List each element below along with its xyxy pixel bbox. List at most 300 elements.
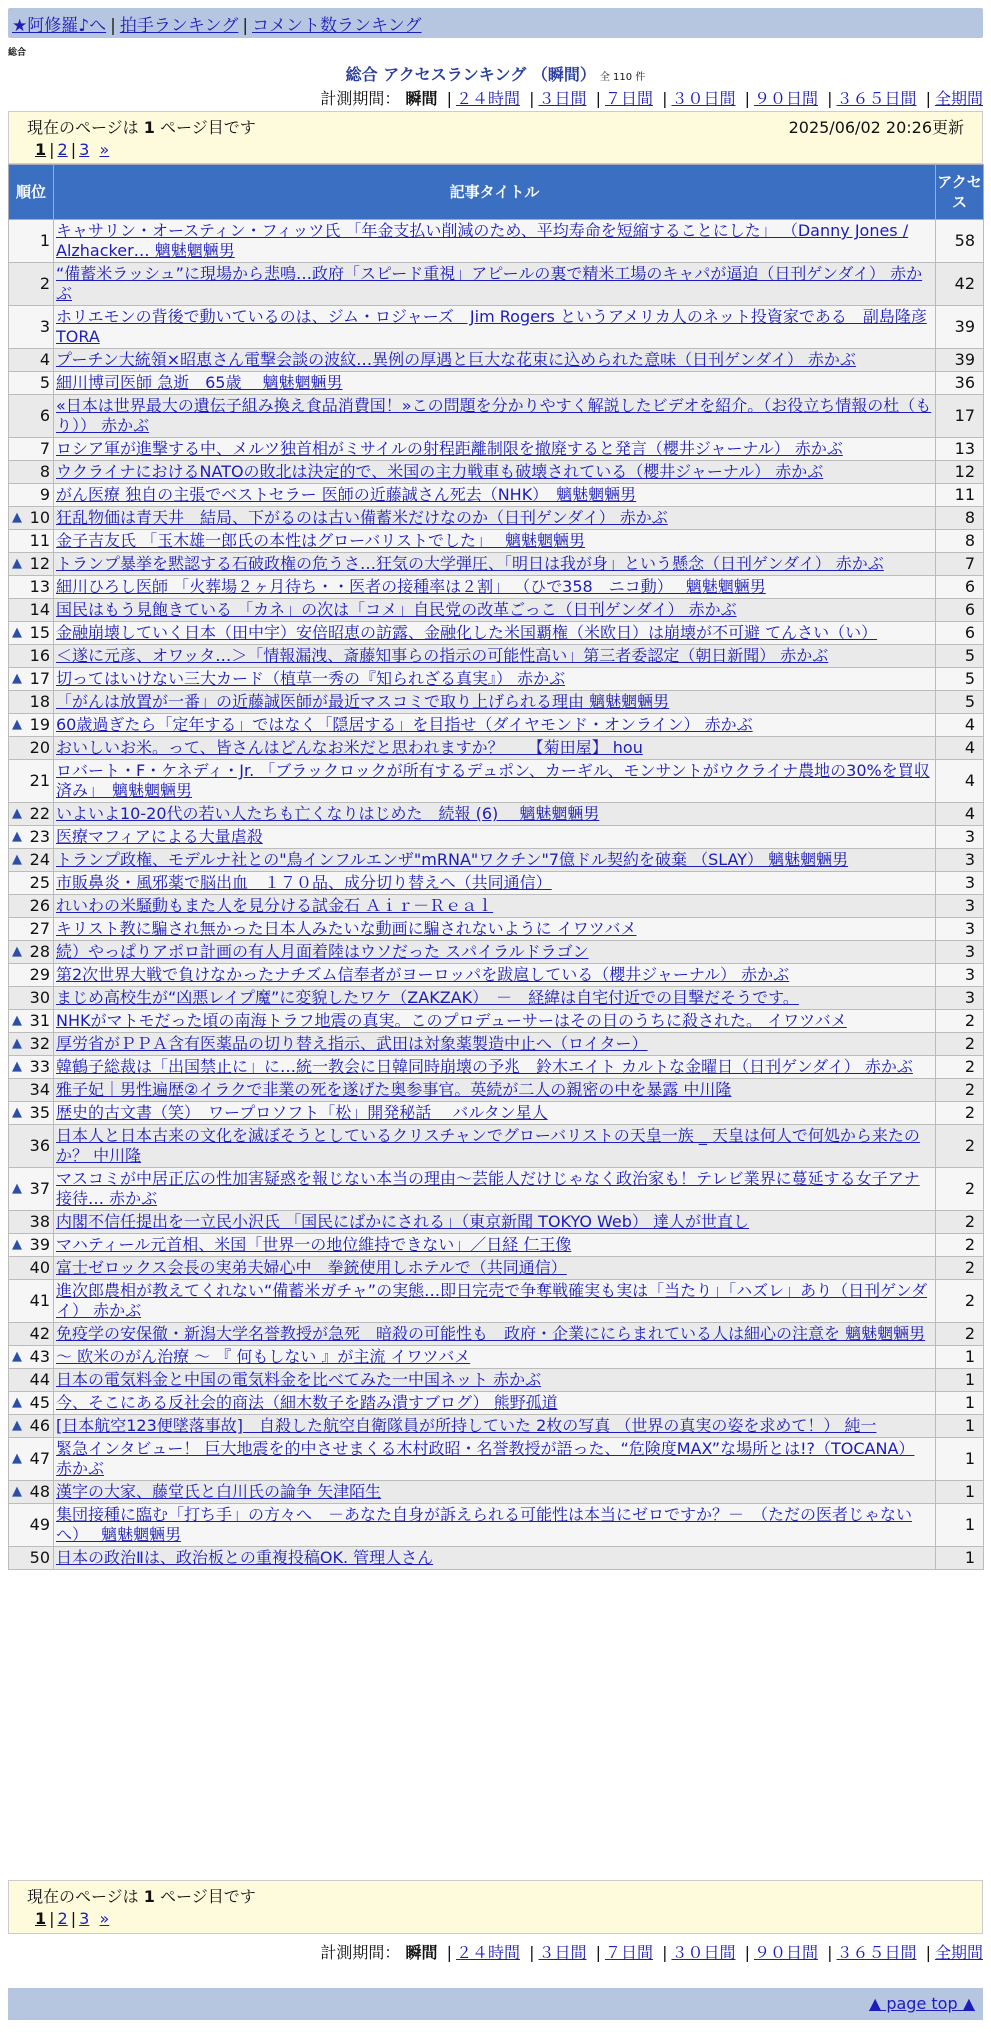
rank-up-arrow-icon: ▲ (12, 556, 22, 571)
access-count: 2 (936, 1033, 984, 1056)
title-cell (54, 1056, 936, 1079)
rank-number: 30 (29, 988, 50, 1007)
rank-cell (9, 1547, 54, 1570)
rank-cell (9, 461, 54, 484)
access-count: 2 (936, 1125, 984, 1168)
rank-number: 31 (29, 1011, 50, 1030)
article-link[interactable]: 細川博司医師 急逝 65歳 魑魅魍魎男 (56, 373, 343, 392)
table-row (9, 1438, 984, 1481)
access-count: 2 (936, 1102, 984, 1125)
rank-cell (9, 1234, 54, 1257)
access-count: 5 (936, 645, 984, 668)
access-count: 2 (936, 1323, 984, 1346)
rank-cell (9, 306, 54, 349)
access-count: 2 (936, 1168, 984, 1211)
title-cell (54, 1504, 936, 1547)
rank-cell (9, 1257, 54, 1280)
rank-number: 12 (29, 554, 50, 573)
table-row (9, 1504, 984, 1547)
table-row (9, 691, 984, 714)
rank-number: 3 (39, 317, 50, 336)
article-link[interactable]: 免疫学の安保徹・新潟大学名誉教授が急死 暗殺の可能性も 政府・企業ににらまれている人は細心の注意を 魑魅魍魎男 (56, 1324, 926, 1343)
period-24h-link-bottom[interactable]: ２４時間 (455, 1943, 520, 1962)
rank-up-arrow-icon: ▲ (12, 510, 22, 525)
access-count: 1 (936, 1504, 984, 1547)
table-row (9, 1415, 984, 1438)
rank-cell (9, 1102, 54, 1125)
title-cell (54, 760, 936, 803)
period-365d-link[interactable]: ３６５日間 (836, 89, 917, 108)
article-link[interactable]: NHKがマトモだった頃の南海トラフ地震の真実。このプロデューサーはその日のうちに殺された。 イワツバメ (56, 1011, 847, 1030)
access-count: 3 (936, 918, 984, 941)
rank-cell (9, 438, 54, 461)
title-cell (54, 872, 936, 895)
rank-number: 24 (29, 850, 50, 869)
rank-number: 16 (29, 646, 50, 665)
rank-number: 13 (29, 577, 50, 596)
title-header: 記事タイトル (54, 165, 936, 220)
title-cell (54, 1323, 936, 1346)
rank-number: 1 (39, 231, 50, 250)
article-link[interactable]: 緊急インタビュー！ 巨大地震を的中させまくる木村政昭・名誉教授が語った、“危険度MAX”な場所とは!?（TOCANA） 赤かぶ (56, 1439, 915, 1478)
access-count: 39 (936, 349, 984, 372)
article-link[interactable]: [日本航空123便墜落事故] 自殺した航空自衛隊員が所持していた 2枚の写真 （世界の真実の姿を求めて！） 純一 (56, 1416, 877, 1435)
table-row (9, 964, 984, 987)
table-row (9, 803, 984, 826)
title-cell (54, 263, 936, 306)
access-count: 58 (936, 220, 984, 263)
rank-up-arrow-icon: ▲ (12, 1418, 22, 1433)
access-count: 2 (936, 1056, 984, 1079)
period-current-bottom: 瞬間 (405, 1943, 438, 1962)
article-link[interactable]: 「がんは放置が一番」の近藤誠医師が最近マスコミで取り上げられる理由 魑魅魍魎男 (56, 692, 670, 711)
title-cell (54, 1392, 936, 1415)
period-7d-link[interactable]: ７日間 (604, 89, 653, 108)
article-link[interactable]: 医療マフィアによる大量虐殺 (56, 827, 263, 846)
rank-cell (9, 576, 54, 599)
rank-number: 34 (29, 1080, 50, 1099)
article-link[interactable]: トランプ暴挙を黙認する石破政権の危うさ…狂気の大学弾圧、「明日は我が身」という懸念（日刊ゲンダイ） 赤かぶ (56, 554, 884, 573)
access-count: 39 (936, 306, 984, 349)
access-count: 3 (936, 895, 984, 918)
access-count: 5 (936, 691, 984, 714)
rank-number: 35 (29, 1103, 50, 1122)
rank-up-arrow-icon: ▲ (12, 1451, 22, 1466)
page-3-link[interactable]: 3 (79, 140, 90, 159)
category-label: 総合 (8, 48, 27, 58)
article-link[interactable]: ウクライナにおけるNATOの敗北は決定的で、米国の主力戦車も破壊されている（櫻井ジャーナル） 赤かぶ (56, 462, 824, 481)
article-link[interactable]: 韓鶴子総裁は「出国禁止に」に…統一教会に日韓同時崩壊の予兆 鈴木エイト カルトな金曜日（日刊ゲンダイ） 赤かぶ (56, 1057, 913, 1076)
rank-up-arrow-icon: ▲ (12, 852, 22, 867)
title-cell (54, 576, 936, 599)
rank-up-arrow-icon: ▲ (12, 1181, 22, 1196)
rank-number: 4 (39, 350, 50, 369)
article-link[interactable]: 狂乱物価は青天井 結局、下がるのは古い備蓄米だけなのか（日刊ゲンダイ） 赤かぶ (56, 508, 668, 527)
table-row (9, 395, 984, 438)
rank-number: 17 (29, 669, 50, 688)
article-link[interactable]: 内閣不信任提出を一立民小沢氏 「国民にばかにされる」（東京新聞 TOKYO Web） 達人が世直し (56, 1212, 750, 1231)
rank-cell (9, 1392, 54, 1415)
rank-cell (9, 737, 54, 760)
period-current: 瞬間 (405, 89, 438, 108)
article-link[interactable]: 今、そこにある反社会的商法（細木数子を踏み潰すブログ） 熊野孤道 (56, 1393, 558, 1412)
rank-cell (9, 691, 54, 714)
access-count: 4 (936, 760, 984, 803)
access-count: 4 (936, 737, 984, 760)
table-row (9, 1168, 984, 1211)
rank-up-arrow-icon: ▲ (12, 944, 22, 959)
access-count: 3 (936, 826, 984, 849)
table-row (9, 306, 984, 349)
access-count: 1 (936, 1346, 984, 1369)
title-cell (54, 1102, 936, 1125)
table-row (9, 1323, 984, 1346)
article-link[interactable]: まじめ高校生が“凶悪レイプ魔”に変貌したワケ（ZAKZAK） － 経緯は自宅付近での目撃だそうです。 (56, 988, 799, 1007)
article-link[interactable]: 〜 欧米のがん治療 〜 『 何もしない 』が主流 イワツバメ (56, 1347, 471, 1366)
table-row (9, 461, 984, 484)
article-link[interactable]: ＜遂に元彦、オワッタ…＞「情報漏洩、斎藤知事らの指示の可能性高い」第三者委認定（朝日新聞） 赤かぶ (56, 646, 829, 665)
rank-number: 42 (29, 1324, 50, 1343)
rank-up-arrow-icon: ▲ (12, 717, 22, 732)
access-count: 3 (936, 872, 984, 895)
article-link[interactable]: ロシア軍が進撃する中、メルツ独首相がミサイルの射程距離制限を撤廃すると発言（櫻井ジャーナル） 赤かぶ (56, 439, 843, 458)
pager-bottom (8, 1880, 983, 1934)
rank-cell (9, 872, 54, 895)
table-row (9, 737, 984, 760)
article-link[interactable]: 日本の電気料金と中国の電気料金を比べてみた一中国ネット 赤かぶ (56, 1370, 542, 1389)
period-3d-link[interactable]: ３日間 (538, 89, 587, 108)
rank-number: 18 (29, 692, 50, 711)
rank-number: 8 (39, 462, 50, 481)
title-cell (54, 645, 936, 668)
table-row (9, 622, 984, 645)
rank-cell (9, 941, 54, 964)
title-cell (54, 1010, 936, 1033)
rank-number: 26 (29, 896, 50, 915)
article-link[interactable]: 60歳過ぎたら「定年する」ではなく「隠居する」を目指せ（ダイヤモンド・オンライン） 赤かぶ (56, 715, 753, 734)
table-row (9, 849, 984, 872)
rank-up-arrow-icon: ▲ (12, 1036, 22, 1051)
period-7d-link-bottom[interactable]: ７日間 (604, 1943, 653, 1962)
rank-cell (9, 849, 54, 872)
table-row (9, 1369, 984, 1392)
title-cell (54, 964, 936, 987)
title-cell (54, 553, 936, 576)
pagination: 1 | 2 | 3 » (35, 140, 110, 159)
title-cell (54, 987, 936, 1010)
access-count: 8 (936, 507, 984, 530)
period-90d-link[interactable]: ９０日間 (753, 89, 818, 108)
title-cell (54, 668, 936, 691)
table-row (9, 645, 984, 668)
home-link[interactable]: ★阿修羅♪へ (12, 16, 107, 36)
rank-cell (9, 1056, 54, 1079)
rank-up-arrow-icon: ▲ (12, 625, 22, 640)
article-link[interactable]: ロバート・F・ケネディ・Jr. 「ブラックロックが所有するデュポン、カーギル、モンサントがウクライナ農地の30%を買収済み」 魑魅魍魎男 (56, 761, 930, 800)
table-row (9, 1211, 984, 1234)
rank-cell (9, 1438, 54, 1481)
table-row (9, 1125, 984, 1168)
rank-cell (9, 987, 54, 1010)
page-3-link-bottom[interactable]: 3 (79, 1909, 90, 1928)
table-row (9, 576, 984, 599)
title-cell (54, 1211, 936, 1234)
article-link[interactable]: 日本の政治Ⅱは、政治板との重複投稿OK. 管理人さん (56, 1548, 434, 1567)
page-2-link[interactable]: 2 (57, 140, 68, 159)
table-row (9, 263, 984, 306)
article-link[interactable]: キャサリン・オースティン・フィッツ氏 「年金支払い削減のため、平均寿命を短縮することにした」 （Danny Jones / Alzhacker… 魑魅魍魎男 (56, 221, 909, 260)
rank-up-arrow-icon: ▲ (12, 1059, 22, 1074)
rank-cell (9, 372, 54, 395)
title-cell (54, 438, 936, 461)
table-row (9, 760, 984, 803)
article-link[interactable]: いよいよ10-20代の若い人たちも亡くなりはじめた 続報 (6) 魑魅魍魎男 (56, 804, 600, 823)
access-count: 2 (936, 1010, 984, 1033)
rank-number: 21 (29, 771, 50, 790)
period-selector-bottom: 計測期間： 瞬間 | ２４時間 | ３日間 | ７日間 | ３０日間 | ９０日間 | ３６５日間 | 全期間 (320, 1943, 983, 1962)
rank-cell (9, 1280, 54, 1323)
next-page-link[interactable]: » (99, 140, 110, 159)
title-cell (54, 1438, 936, 1481)
rank-number: 41 (29, 1291, 50, 1310)
rank-cell (9, 484, 54, 507)
article-link[interactable]: 漢字の大家、藤堂氏と白川氏の論争 矢津陌生 (56, 1482, 382, 1501)
rank-cell (9, 1211, 54, 1234)
period-365d-link-bottom[interactable]: ３６５日間 (836, 1943, 917, 1962)
footer-bar (8, 1988, 983, 2020)
article-link[interactable]: 日本人と日本古来の文化を滅ぼそうとしているクリスチャンでグローバリストの天皇一族 _ 天皇は何人で何処から来たのか？ 中川隆 (56, 1126, 920, 1165)
rank-number: 9 (39, 485, 50, 504)
table-row (9, 349, 984, 372)
rank-up-arrow-icon: ▲ (12, 1484, 22, 1499)
rank-number: 50 (29, 1548, 50, 1567)
article-link[interactable]: 富士ゼロックス会長の実弟夫婦心中 拳銃使用しホテルで（共同通信） (56, 1258, 567, 1277)
title-cell (54, 803, 936, 826)
article-link[interactable]: 金子吉友氏 「玉木雄一郎氏の本性はグローバリストでした」 魑魅魍魎男 (56, 531, 586, 550)
article-link[interactable]: «日本は世界最大の遺伝子組み換え食品消費国！»この問題を分かりやすく解説したビデオを紹介。（お役立ち情報の杜（もり）） 赤かぶ (56, 396, 932, 435)
article-link[interactable]: 国民はもう見飽きている 「カネ」の次は「コメ」自民党の改革ごっこ（日刊ゲンダイ） 赤かぶ (56, 600, 737, 619)
page-top-link[interactable]: ▲ page top ▲ (868, 1994, 975, 2013)
rank-up-arrow-icon: ▲ (12, 1395, 22, 1410)
applause-ranking-link[interactable]: 拍手ランキング (119, 16, 239, 36)
title-cell (54, 1369, 936, 1392)
access-count: 7 (936, 553, 984, 576)
rank-up-arrow-icon: ▲ (12, 1237, 22, 1252)
article-link[interactable]: 市販鼻炎・風邪薬で脳出血 １７０品、成分切り替えへ（共同通信） (56, 873, 552, 892)
article-link[interactable]: 切ってはいけない三大カード（植草一秀の『知られざる真実』） 赤かぶ (56, 669, 566, 688)
title-cell (54, 1481, 936, 1504)
title-cell (54, 220, 936, 263)
access-count: 1 (936, 1392, 984, 1415)
rank-number: 22 (29, 804, 50, 823)
rank-number: 19 (29, 715, 50, 734)
table-row (9, 1010, 984, 1033)
rank-cell (9, 895, 54, 918)
table-row (9, 1257, 984, 1280)
table-row (9, 826, 984, 849)
period-all-link-bottom[interactable]: 全期間 (934, 1943, 983, 1962)
rank-cell (9, 1079, 54, 1102)
title-cell (54, 1168, 936, 1211)
title-cell (54, 895, 936, 918)
title-cell (54, 1125, 936, 1168)
rank-cell (9, 1504, 54, 1547)
article-link[interactable]: 集団接種に臨む「打ち手」の方々へ －あなた自身が訴えられる可能性は本当にゼロですか？－ （ただの医者じゃないへ） 魑魅魍魎男 (56, 1505, 913, 1544)
period-all-link[interactable]: 全期間 (934, 89, 983, 108)
rank-number: 14 (29, 600, 50, 619)
rank-number: 10 (29, 508, 50, 527)
access-count: 13 (936, 438, 984, 461)
rank-cell (9, 645, 54, 668)
table-row (9, 553, 984, 576)
rank-cell (9, 553, 54, 576)
table-row (9, 918, 984, 941)
rank-number: 48 (29, 1482, 50, 1501)
rank-number: 44 (29, 1370, 50, 1389)
article-link[interactable]: マハティール元首相、米国「世界一の地位維持できない」／日経 仁王像 (56, 1235, 572, 1254)
table-row (9, 1079, 984, 1102)
access-count: 1 (936, 1481, 984, 1504)
rank-number: 37 (29, 1179, 50, 1198)
rank-up-arrow-icon: ▲ (12, 1013, 22, 1028)
article-link[interactable]: がん医療 独自の主張でベストセラー 医師の近藤誠さん死去（NHK） 魑魅魍魎男 (56, 485, 637, 504)
rank-cell (9, 803, 54, 826)
rank-cell (9, 1033, 54, 1056)
comment-ranking-link[interactable]: コメント数ランキング (252, 16, 422, 36)
rank-number: 28 (29, 942, 50, 961)
title-cell (54, 941, 936, 964)
article-link[interactable]: 厚労省がＰＰＡ含有医薬品の切り替え指示、武田は対象薬製造中止へ（ロイター） (56, 1034, 648, 1053)
article-link[interactable]: 金融崩壊していく日本（田中宇）安倍昭恵の訪露、金融化した米国覇権（米欧日）は崩壊が不可避 てんさい（い） (56, 623, 878, 642)
access-count: 2 (936, 1234, 984, 1257)
page-2-link-bottom[interactable]: 2 (57, 1909, 68, 1928)
rank-number: 27 (29, 919, 50, 938)
article-link[interactable]: マスコミが中居正広の性加害疑惑を報じない本当の理由〜芸能人だけじゃなく政治家も！テレビ業界に蔓延する女子アナ接待… 赤かぶ (56, 1169, 920, 1208)
access-count: 3 (936, 941, 984, 964)
rank-number: 5 (39, 373, 50, 392)
title-cell (54, 395, 936, 438)
rank-number: 45 (29, 1393, 50, 1412)
access-count: 1 (936, 1415, 984, 1438)
table-row (9, 941, 984, 964)
next-page-link-bottom[interactable]: » (99, 1909, 110, 1928)
title-cell (54, 622, 936, 645)
period-3d-link-bottom[interactable]: ３日間 (538, 1943, 587, 1962)
table-row (9, 1392, 984, 1415)
access-count: 6 (936, 576, 984, 599)
table-row (9, 1481, 984, 1504)
access-count: 2 (936, 1211, 984, 1234)
article-link[interactable]: キリスト教に騙され無かった日本人みたいな動画に騙されないように イワツバメ (56, 919, 637, 938)
rank-up-arrow-icon: ▲ (12, 671, 22, 686)
page-current-bottom: 1 (35, 1909, 47, 1928)
rank-number: 38 (29, 1212, 50, 1231)
access-count: 1 (936, 1438, 984, 1481)
access-count: 12 (936, 461, 984, 484)
article-link[interactable]: 細川ひろし医師 「火葬場２ヶ月待ち・・医者の接種率は２割」 （ひで358 ニコ動） 魑魅魍魎男 (56, 577, 766, 596)
access-count: 36 (936, 372, 984, 395)
access-count: 2 (936, 1280, 984, 1323)
period-30d-link[interactable]: ３０日間 (671, 89, 736, 108)
table-row (9, 372, 984, 395)
title-cell (54, 918, 936, 941)
access-count: 2 (936, 1257, 984, 1280)
table-row (9, 895, 984, 918)
table-row (9, 668, 984, 691)
rank-number: 11 (29, 531, 50, 550)
rank-number: 32 (29, 1034, 50, 1053)
article-link[interactable]: 進次郎農相が教えてくれない“備蓄米ガチャ”の実態…即日完売で争奪戦確実も実は「当たり」「ハズレ」あり（日刊ゲンダイ） 赤かぶ (56, 1281, 928, 1320)
access-count: 1 (936, 1369, 984, 1392)
rank-cell (9, 714, 54, 737)
rank-number: 20 (29, 738, 50, 757)
article-link[interactable]: 続）やっぱりアポロ計画の有人月面着陸はウソだった スパイラルドラゴン (56, 942, 589, 961)
title-cell (54, 1415, 936, 1438)
title-cell (54, 1280, 936, 1323)
rank-number: 29 (29, 965, 50, 984)
article-link[interactable]: プーチン大統領×昭恵さん電撃会談の波紋…異例の厚遇と巨大な花束に込められた意味（日刊ゲンダイ） 赤かぶ (56, 350, 856, 369)
rank-number: 40 (29, 1258, 50, 1277)
article-link[interactable]: 雅子妃｜男性遍歴②イラクで非業の死を遂げた奥参事官。英続が二人の親密の中を暴露 中川隆 (56, 1080, 732, 1099)
rank-header: 順位 (9, 165, 54, 220)
article-link[interactable]: “備蓄米ラッシュ”に現場から悲鳴…政府「スピード重視」アピールの裏で精米工場のキャパが逼迫（日刊ゲンダイ） 赤かぶ (56, 264, 923, 303)
rank-cell (9, 263, 54, 306)
rank-cell (9, 1010, 54, 1033)
period-label-bottom: 計測期間： (320, 1943, 401, 1962)
rank-number: 15 (29, 623, 50, 642)
article-link[interactable]: トランプ政権、モデルナ社との"鳥インフルエンザ"mRNA"ワクチン"7億ドル契約を破棄 （SLAY） 魑魅魍魎男 (56, 850, 849, 869)
rank-up-arrow-icon: ▲ (12, 1349, 22, 1364)
title-cell (54, 1547, 936, 1570)
table-row (9, 484, 984, 507)
article-link[interactable]: れいわの米騒動もまた人を見分ける試金石 Ａｉｒ－Ｒｅａｌ (56, 896, 494, 915)
pagination-bottom: 1 | 2 | 3 » (35, 1909, 110, 1928)
page-current: 1 (35, 140, 47, 159)
access-count: 2 (936, 1079, 984, 1102)
rank-cell (9, 395, 54, 438)
article-link[interactable]: 第2次世界大戦で負けなかったナチズム信奉者がヨーロッパを跋扈している（櫻井ジャーナル） 赤かぶ (56, 965, 790, 984)
rank-cell (9, 918, 54, 941)
article-link[interactable]: 歴史的古文書（笑） ワープロソフト「松」開発秘話 バルタン星人 (56, 1103, 548, 1122)
article-link[interactable]: ホリエモンの背後で動いているのは、ジム・ロジャーズ Jim Rogers というアメリカ人のネット投資家である 副島隆彦 TORA (56, 307, 927, 346)
period-24h-link[interactable]: ２４時間 (455, 89, 520, 108)
table-row (9, 530, 984, 553)
title-cell (54, 1346, 936, 1369)
period-90d-link-bottom[interactable]: ９０日間 (753, 1943, 818, 1962)
period-30d-link-bottom[interactable]: ３０日間 (671, 1943, 736, 1962)
page-title (0, 62, 991, 85)
top-nav-bar: ★阿修羅♪へ | 拍手ランキング | コメント数ランキング (8, 8, 983, 38)
page-title-text: 総合 アクセスランキング （瞬間） (345, 65, 596, 84)
title-cell (54, 306, 936, 349)
rank-number: 25 (29, 873, 50, 892)
rank-up-arrow-icon: ▲ (12, 806, 22, 821)
rank-cell (9, 1481, 54, 1504)
article-link[interactable]: おいしいお米。って、皆さんはどんなお米だと思われますか？ 【菊田屋】 hou (56, 738, 643, 757)
table-row (9, 1056, 984, 1079)
rank-up-arrow-icon: ▲ (12, 1105, 22, 1120)
title-cell (54, 461, 936, 484)
title-cell (54, 849, 936, 872)
table-row (9, 987, 984, 1010)
rank-cell (9, 530, 54, 553)
table-row (9, 438, 984, 461)
table-row (9, 507, 984, 530)
access-count: 6 (936, 599, 984, 622)
title-cell (54, 349, 936, 372)
title-cell (54, 737, 936, 760)
access-count: 3 (936, 849, 984, 872)
